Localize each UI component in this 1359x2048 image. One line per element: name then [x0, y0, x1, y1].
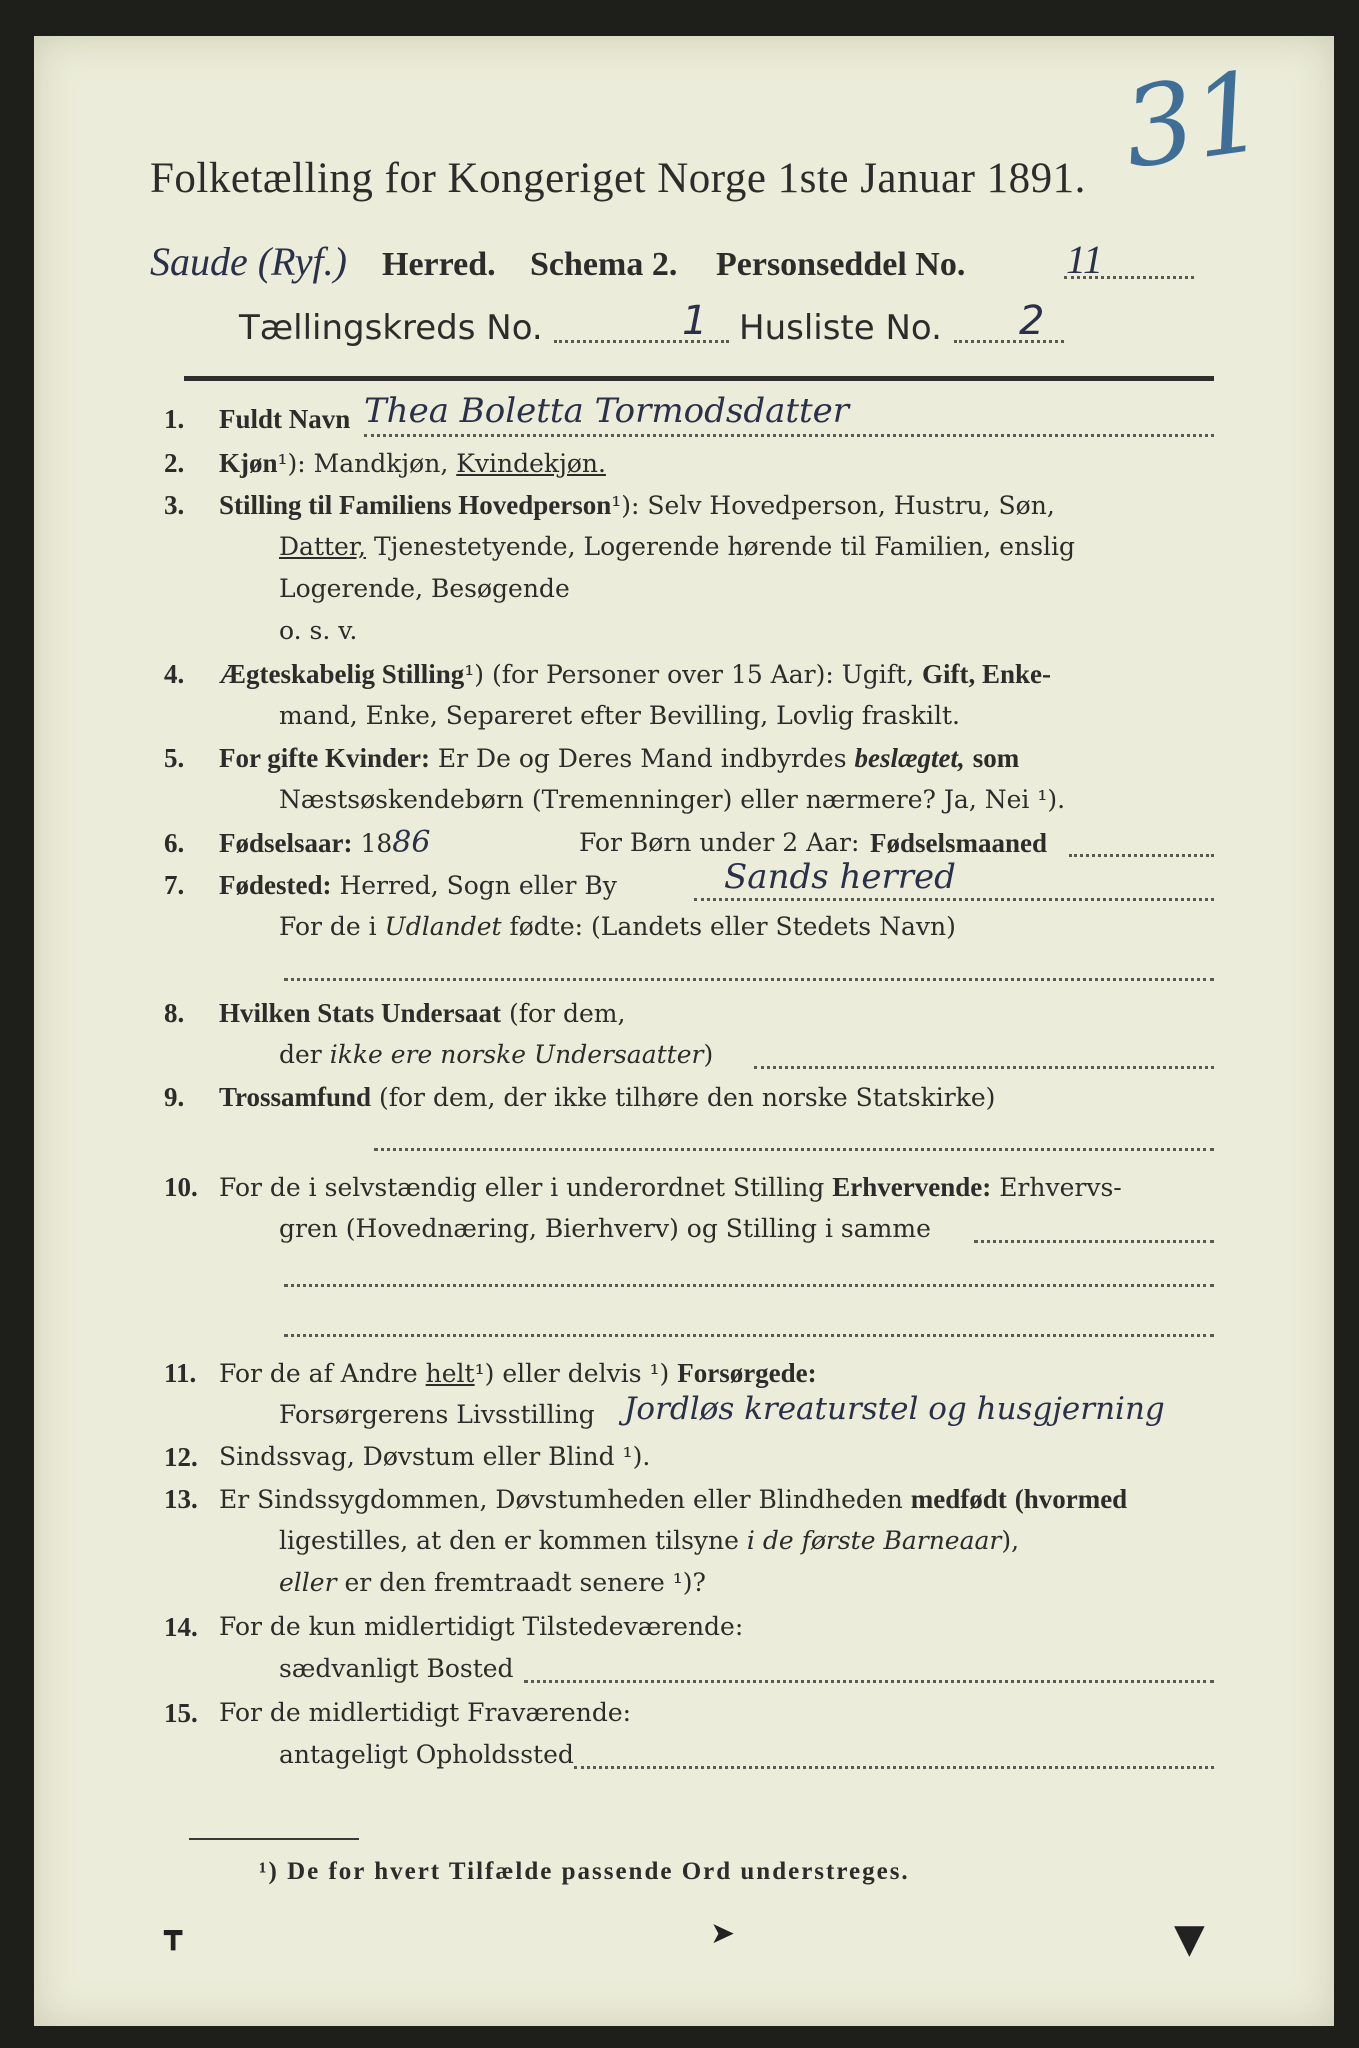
q12-text: Sindssvag, Døvstum eller Blind ¹). [219, 1442, 651, 1471]
q13-text-e: er den fremtraadt senere ¹)? [344, 1568, 706, 1597]
census-form-page [34, 36, 1334, 2026]
footnote-rule [189, 1838, 359, 1840]
footnote: ¹) De for hvert Tilfælde passende Ord understreges. [259, 1858, 910, 1885]
q14-dotted-line [524, 1680, 1214, 1683]
schema-label: Schema 2. [530, 246, 678, 283]
q10-number: 10. [164, 1172, 198, 1202]
q7-text: Herred, Sogn eller By [339, 871, 617, 900]
q14-number: 14. [164, 1612, 198, 1642]
q10-text-a: For de i selvstændig eller i underordnet Stilling [219, 1173, 825, 1202]
husliste-dotted-line [954, 340, 1064, 343]
q6-label: Fødselsaar: [219, 828, 353, 858]
q7-text-b: For de i [279, 912, 377, 941]
q13-text-b: (hvormed [1014, 1484, 1128, 1514]
q9-number: 9. [164, 1082, 185, 1112]
q11-underlined-option: helt [425, 1359, 475, 1388]
q5-italic-word: beslægtet, [854, 743, 965, 773]
q3-text-d: o. s. v. [279, 616, 358, 645]
q10-text-c: gren (Hovednæring, Bierhverv) og Stilling i samme [279, 1214, 931, 1243]
q10-bold-label: Erhvervende: [832, 1172, 992, 1202]
q5-text-a: Er De og Deres Mand indbyrdes [437, 744, 847, 773]
q6-bold-label: Fødselsmaaned [870, 828, 1048, 858]
q4-bold-options: Gift, Enke- [922, 659, 1052, 689]
personseddel-handwritten: 11 [1066, 237, 1104, 282]
q4-text-b: mand, Enke, Separeret efter Bevilling, Lovlig fraskilt. [279, 701, 960, 730]
q3-number: 3. [164, 490, 185, 520]
q13-number: 13. [164, 1484, 198, 1514]
q10-text-b: Erhvervs- [999, 1173, 1122, 1202]
personseddel-dotted-line [1064, 276, 1194, 279]
taellingskreds-label: Tællingskreds No. [239, 308, 543, 348]
q14-text-a: For de kun midlertidigt Tilstedeværende: [219, 1612, 744, 1641]
herred-handwritten: Saude (Ryf.) [150, 239, 347, 284]
q2-label: Kjøn [219, 448, 278, 478]
q3-underlined-option: Datter, [279, 532, 366, 561]
q2-number: 2. [164, 448, 185, 478]
q8-number: 8. [164, 998, 185, 1028]
bottom-mark-center: ➤ [710, 1916, 736, 1951]
q9-text: (for dem, der ikke tilhøre den norske Statskirke) [379, 1083, 996, 1112]
q11-number: 11. [164, 1358, 197, 1388]
q7-number: 7. [164, 870, 185, 900]
form-title: Folketælling for Kongeriget Norge 1ste Januar 1891. [150, 155, 1086, 202]
q5-number: 5. [164, 743, 185, 773]
q5-label: For gifte Kvinder: [219, 743, 430, 773]
herred-label: Herred. [382, 246, 496, 283]
header-rule [184, 376, 1214, 381]
q11-text-b: ¹) eller delvis ¹) [474, 1359, 670, 1388]
q7-handwritten-birthplace: Sands herred [724, 857, 956, 897]
q15-text-a: For de midlertidigt Fraværende: [219, 1698, 632, 1727]
q7-label: Fødested: [219, 870, 332, 900]
q15-text-b: antageligt Opholdssted [279, 1740, 574, 1769]
personseddel-label: Personseddel No. [716, 246, 966, 283]
q3-label: Stilling til Familiens Hovedperson [219, 490, 612, 520]
q13-text-c: ligestilles, at den er kommen tilsyne [279, 1526, 739, 1555]
q4-number: 4. [164, 659, 185, 689]
taellingskreds-handwritten: 1 [682, 298, 708, 344]
q2-text: ¹): Mandkjøn, [277, 449, 449, 478]
q7-blank-line [284, 978, 1214, 981]
q13-italic-word: eller [279, 1568, 337, 1597]
corner-mark-right: ▼ [1174, 1916, 1205, 1962]
q13-text-a: Er Sindssygdommen, Døvstumheden eller Blindheden [219, 1485, 903, 1514]
q8-text-a: (for dem, [508, 999, 626, 1028]
page-number: 31 [1115, 46, 1273, 194]
q1-label: Fuldt Navn [219, 404, 351, 434]
q15-number: 15. [164, 1698, 198, 1728]
q11-bold-label: Forsørgede: [677, 1358, 817, 1388]
husliste-handwritten: 2 [1019, 298, 1045, 344]
q7-dotted-line [694, 898, 1214, 901]
q3-text-a: ¹): Selv Hovedperson, Hustru, Søn, [611, 491, 1055, 520]
q5-bold-word: som [972, 743, 1020, 773]
q8-text-b: der [279, 1040, 322, 1069]
q14-text-b: sædvanligt Bosted [279, 1654, 514, 1683]
q11-text-c: Forsørgerens Livsstilling [279, 1400, 595, 1429]
q3-text-c: Logerende, Besøgende [279, 574, 570, 603]
q6-year-prefix: 18 [360, 829, 393, 858]
q8-italic-text: ikke ere norske Undersaatter [329, 1040, 704, 1069]
q8-label: Hvilken Stats Undersaat [219, 998, 502, 1028]
q9-label: Trossamfund [219, 1082, 372, 1112]
q10-blank-line-1 [284, 1284, 1214, 1287]
q3-text-b: Tjenestetyende, Logerende hørende til Familien, enslig [373, 532, 1076, 561]
q1-dotted-line [364, 434, 1214, 437]
q11-handwritten-occupation: Jordløs kreaturstel og husgjerning [624, 1391, 1165, 1427]
q10-dotted-line [974, 1240, 1214, 1243]
q12-number: 12. [164, 1442, 198, 1472]
q7-text-c: fødte: (Landets eller Stedets Navn) [509, 912, 956, 941]
q6-number: 6. [164, 828, 185, 858]
q10-blank-line-2 [284, 1334, 1214, 1337]
corner-mark-left: ┳ [164, 1916, 183, 1951]
q15-dotted-line [574, 1766, 1214, 1769]
q6-text: For Børn under 2 Aar: [579, 828, 860, 857]
husliste-label: Husliste No. [739, 308, 942, 348]
q1-handwritten-name: Thea Boletta Tormodsdatter [364, 391, 850, 431]
q7-italic-word: Udlandet [384, 912, 502, 941]
q8-dotted-line [754, 1066, 1214, 1069]
q6-handwritten-year: 86 [392, 825, 431, 860]
q11-text-a: For de af Andre [219, 1359, 418, 1388]
q13-italic-text: i de første Barneaar [746, 1526, 1002, 1555]
q13-bold-word: medfødt [910, 1484, 1007, 1514]
q13-text-d: ), [1001, 1526, 1020, 1555]
q4-label: Ægteskabelig Stilling [219, 659, 465, 689]
q4-text-a: ¹) (for Personer over 15 Aar): Ugift, [464, 660, 915, 689]
q1-number: 1. [164, 404, 185, 434]
q8-text-c: ) [703, 1040, 714, 1069]
q5-text-b: Næstsøskendebørn (Tremenninger) eller nærmere? Ja, Nei ¹). [279, 785, 1066, 814]
q6-dotted-line [1069, 854, 1214, 857]
q9-blank-line [374, 1148, 1214, 1151]
q2-underlined-option: Kvindekjøn. [456, 449, 606, 478]
